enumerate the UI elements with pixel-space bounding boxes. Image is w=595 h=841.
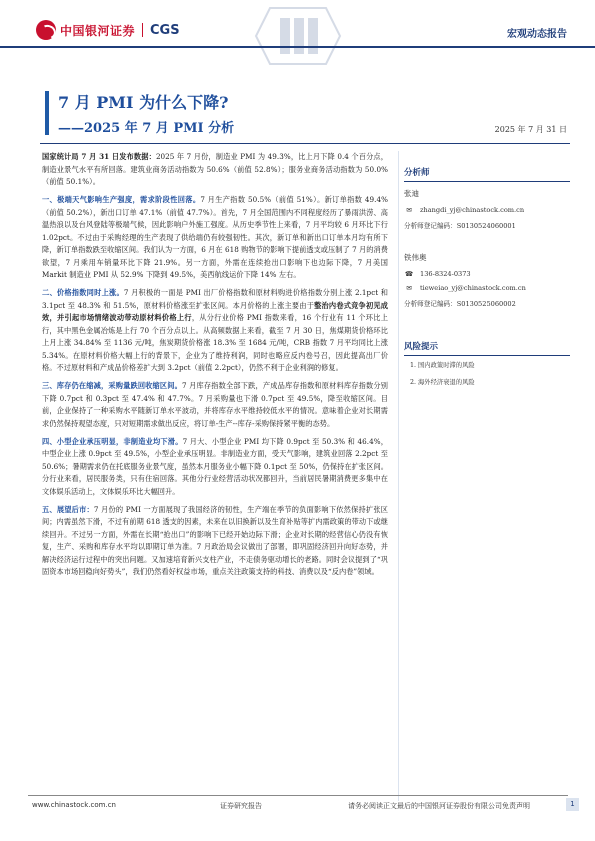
section-1-heading: 一、极端天气影响生产强度，需求阶段性回落。 [42, 195, 201, 204]
analyst-1-reg [404, 220, 516, 230]
section-2-heading: 二、价格指数同时上涨。 [42, 288, 124, 297]
footer-disclaimer: 请务必阅读正文最后的中国银河证券股份有限公司免责声明 [348, 802, 530, 810]
analyst-2-reg [404, 298, 516, 308]
section-5-heading: 五、展望后市： [42, 504, 94, 514]
risk-section-heading: 风险提示 [404, 340, 570, 356]
paragraph-section-3 [42, 380, 388, 430]
analyst-2-email-row [404, 284, 526, 292]
analyst-1-name: 张迪 [404, 189, 419, 198]
analyst-1-email[interactable]: zhangdi_yj@chinastock.com.cn [420, 206, 525, 214]
section-2-text-b: ，从分行业价格 PMI 指数来看，16 个行业有 11 个环比上行，其中黑色金属冶炼是上行 70 个百分点以上。从高频数据上来看，截至 7 月 30 日，焦煤期货价格环比上月上涨 34.84% 至 1136 元/吨，焦炭期货价格涨 18.3% 至 1684 元/吨，CRB 指数 7 月平均同比上涨 5.34%。在原材料价格大幅上行的背景下，企业为了维持利润，同时也略应反内卷号召，因此提高出厂价格。不过原材料和产成品价格差扩大到 3.2pct（前值 2.2pct），仍然不利于企业利润的修复。 [42, 313, 388, 372]
report-title: 7 月 PMI 为什么下降? [58, 93, 229, 112]
report-date: 2025 年 7 月 31 日 [494, 125, 567, 134]
report-type-label: 宏观动态报告 [507, 29, 567, 40]
section-3-heading: 三、库存仍在缩减，采购量跌回收缩区间。 [42, 381, 183, 390]
analyst-1-email-row [404, 206, 524, 214]
analyst-2-email[interactable]: tieweiao_yj@chinastock.com.cn [420, 284, 526, 292]
analyst-1-reg-text: 分析师登记编码：S0130524060001 [404, 222, 516, 230]
risk-item: 1. 国内政策时滞的风险 [410, 362, 475, 369]
report-subtitle: ——2025 年 7 月 PMI 分析 [58, 121, 235, 136]
header-divider [0, 46, 595, 48]
brand-name-cn: 中国银河证券 [60, 23, 136, 38]
analyst-2-phone-row [404, 270, 471, 278]
phone-icon: ☎ [404, 270, 414, 278]
analyst-section-heading: 分析师 [404, 166, 570, 182]
section-2-bold: 整治内卷式竞争初见成效，并引起市场情绪波动带动原材料价格上行 [42, 300, 388, 322]
paragraph-intro [42, 151, 388, 189]
header-watermark-graphic [250, 6, 346, 66]
intro-text: 2025 年 7 月份，制造业 PMI 为 49.3%，比上月下降 0.4 个百分点，制造业景气水平有所回落。建筑业商务活动指数为 50.6%（前值 52.8%）；服务业商务活动指数为 50.0%（前值 50.1%）。 [42, 152, 388, 186]
footer-divider [28, 795, 568, 796]
title-divider [40, 143, 570, 144]
section-1-text: 7 月生产指数 50.5%（前值 51%）。新订单指数 49.4%（前值 50.2%），新出口订单 47.1%（前值 47.7%）。首先，7 月全国范围内不同程度经历了暴雨洪涝、高温热浪以及台风登陆等极端气候，因此影响户外施工强度。从历史季节性上来看，7 月平均较 6 月环比下行 1.02pct。不过由于采购经理的生产表现了供给端仍有较强韧性。其次，新订单和新出口订单本月均有所下降，新订单指数跌至收缩区间。我们认为一方面，6 月在 618 购物节的影响下提前透支或压制了 7 月的消费欲望，7 月乘用车销量环比下降 21.9%。另一方面，外需在连续抢出口影响下也边际下降，7 月美国 Markit 制造业 PMI 从 52.9% 下降到 49.5%，美西航线运价下降 14% 左右。 [42, 195, 389, 279]
intro-lead: 国家统计局 7 月 31 日发布数据： [42, 152, 156, 161]
section-4-text: 7 月大、小型企业 PMI 均下降 0.9pct 至 50.3% 和 46.4%，中型企业上涨 0.9pct 至 49.5%，小型企业承压明显。非制造业方面，受天气影响，建筑业回落 2.2pct 至 50.6%；暑期需求仍在托底服务业景气度，虽然本月服务业小幅下降 0.1pct 至 50%，仍保持在扩张区间。分行业来看，居民服务类，只有住宿回落。其他分行业经营活动状况都回升，当前居民暑期消费更多集中在文体娱乐活动上，文体娱乐环比大幅回升。 [42, 436, 388, 496]
analyst-2-phone: 136-8324-0373 [420, 270, 471, 278]
mail-icon: ✉ [406, 284, 412, 292]
page-number: 1 [566, 798, 579, 811]
section-5-text: 7 月份的 PMI 一方面展现了我国经济的韧性，生产端在季节的负面影响下依然保持扩张区间；内需虽然下滑，不过有前期 618 透支的因素，未来在以旧换新以及生育补贴等扩内需政策的带动下或继续回升。不过另一方面，外需在长期“抢出口”的影响下已经开始边际下滑；企业对长期的经营信心仍没有恢复，生产、采购和库存水平均以即期订单为准。7 月政治局会议做出了部署，即巩固经济回升向好态势，并解决经济运行过程中的突出问题。又加速培育新兴支柱产业，不走债务驱动增长的老路。同时会议提到了“巩固资本市场回稳向好势头”，我们仍然看好权益市场，重点关注政策支持的科技、消费以及“反内卷”领域。 [42, 504, 388, 576]
footer-report-category: 证券研究报告 [220, 802, 262, 810]
risk-item: 2. 海外经济衰退的风险 [410, 379, 475, 386]
paragraph-section-5 [42, 504, 388, 579]
paragraph-section-4 [42, 436, 388, 499]
section-4-heading: 四、小型企业承压明显，非制造业均下滑。 [42, 436, 183, 446]
footer-website-link[interactable]: www.chinastock.com.cn [32, 801, 116, 809]
logo-separator [142, 23, 143, 37]
analyst-2-name: 铁伟奥 [404, 253, 427, 262]
section-2-text-a: 7 月积极的一面是 PMI 出厂价格指数和原材料购进价格指数分别上涨 2.1pct 和 3.1pct 至 48.3% 和 51.5%，原材料价格涨至扩张区间。本月价格的上涨主要由于 [42, 288, 388, 310]
section-3-text: 7 月库存指数全部下跌，产成品库存指数和原材料库存指数分别下降 0.7pct 和 0.3pct 至 47.4% 和 47.7%。7 月采购量也下滑 0.7pct 至 49.5%，降至收缩区间。目前，企业保持了一种采购水平随新订单水平波动，并将库存水平维持较低水平的情况。意味着企业对长期需求仍然保持观望态度，只对短期需求做出反应，将订单-生产--库存-采购保持紧平衡的态势。 [42, 381, 389, 428]
analyst-2-reg-text: 分析师登记编码：S0130525060002 [404, 300, 516, 308]
brand-logo [36, 20, 180, 40]
column-divider [398, 151, 399, 801]
logo-mark-icon [36, 20, 56, 40]
report-body [42, 151, 388, 584]
mail-icon: ✉ [406, 206, 412, 214]
paragraph-section-1 [42, 194, 388, 282]
paragraph-section-2 [42, 287, 388, 375]
title-accent-bar [45, 91, 49, 135]
brand-name-en: CGS [150, 22, 180, 38]
